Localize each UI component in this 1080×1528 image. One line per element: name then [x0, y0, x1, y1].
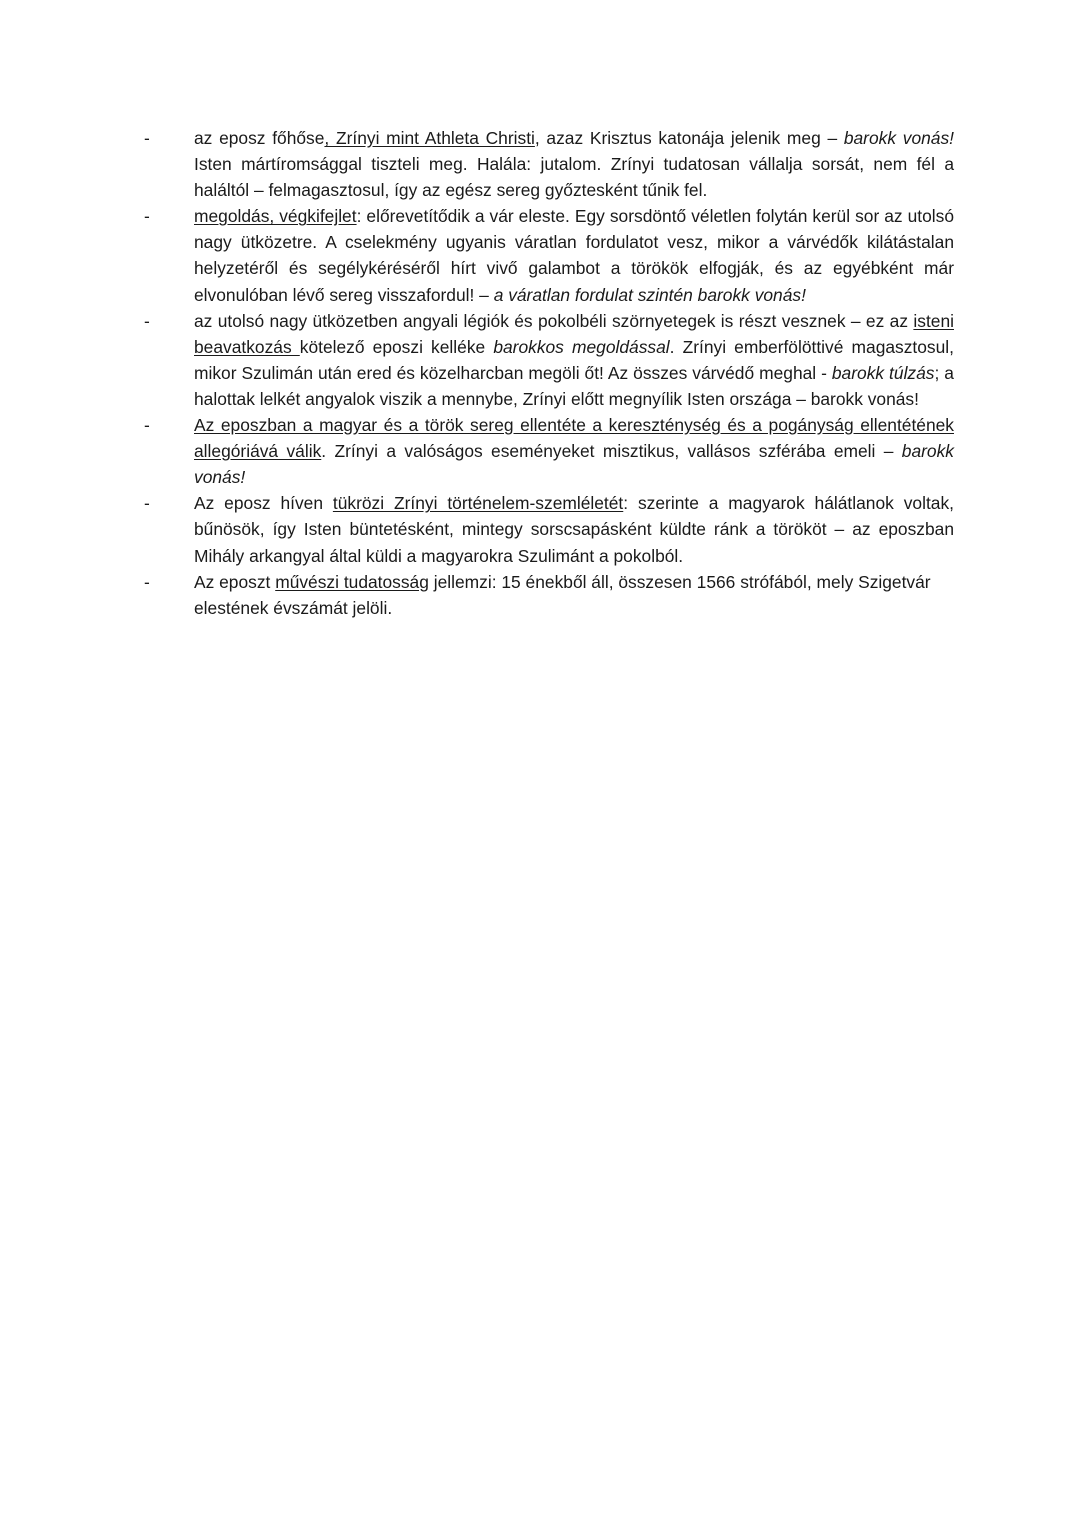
- text-segment: Az eposzt: [194, 571, 276, 592]
- list-item: [0, 203, 1080, 307]
- text-segment: ; a halottak lelkét angyalok viszik a mennybe, Zrínyi előtt megnyílik Isten országa – barokk vonás!: [194, 362, 954, 409]
- bullet-dash: -: [144, 310, 150, 331]
- list-item-text: [194, 415, 954, 487]
- list-item: [0, 125, 1080, 203]
- text-segment: : szerinte a magyarok hálátlanok voltak, bűnösök, így Isten büntetésként, mintegy sorscsapásként küldte ránk a törököt – az eposzban Mihály arkangyal által küldi a magyarokra Szulimánt a pokolból.: [194, 493, 954, 566]
- list-item-text: [194, 311, 954, 409]
- italic-segment: a váratlan fordulat szintén barokk vonás!: [493, 284, 806, 305]
- text-segment: az eposz főhőse: [194, 128, 325, 148]
- bullet-list: [0, 125, 1080, 621]
- text-segment: , azaz Krisztus katonája jelenik meg –: [534, 128, 844, 148]
- italic-segment: barokk vonás!: [843, 128, 954, 148]
- text-segment: az utolsó nagy ütközetben angyali légiók és pokolbéli szörnyetegek is részt vesznek – ez az: [194, 310, 914, 331]
- underlined-segment: , Zrínyi mint Athleta Christi: [324, 128, 535, 148]
- bullet-dash: -: [144, 493, 150, 514]
- list-item: [0, 308, 1080, 412]
- text-segment: . Zrínyi a valóságos eseményeket misztikus, vallásos szférába emeli –: [321, 441, 902, 462]
- italic-segment: barokkos megoldással: [493, 336, 670, 357]
- underlined-segment: művészi tudatosság: [275, 571, 429, 592]
- list-item-text: [194, 128, 954, 200]
- italic-segment: barokk vonás!: [194, 441, 954, 488]
- bullet-dash: -: [144, 128, 150, 148]
- underlined-segment: megoldás, végkifejlet: [194, 206, 357, 227]
- bullet-dash: -: [144, 571, 150, 592]
- bullet-dash: -: [144, 415, 150, 436]
- list-item: [0, 412, 1080, 490]
- text-segment: . Zrínyi emberfölöttivé magasztosul, mikor Szulimán után ered és közelharcban megöli őt! Az összes várvédő meghal -: [194, 336, 954, 383]
- underlined-segment: Az eposzban a magyar és a török sereg ellentéte a kereszténység és a pogányság ellentétének allegóriává válik: [194, 415, 954, 462]
- italic-segment: barokk túlzás: [831, 362, 935, 383]
- list-item: [0, 490, 1080, 568]
- bullet-dash: -: [144, 206, 150, 227]
- text-segment: jellemzi: 15 énekből áll, összesen 1566 strófából, mely Szigetvár elestének évszámát jelöli.: [194, 571, 931, 618]
- underlined-segment: isteni beavatkozás: [194, 310, 954, 357]
- list-item-text: [194, 493, 954, 565]
- text-segment: kötelező eposzi kelléke: [299, 336, 494, 357]
- text-segment: : előrevetítődik a vár eleste. Egy sorsdöntő véletlen folytán kerül sor az utolsó nagy ütközetre. A cselekmény ugyanis váratlan fordulatot vesz, mikor a várvédők kilátástalan helyzetéről és segélykéréséről hírt vivő galambot a törökök elfogják, és az egyébként már elvonulóban lévő sereg visszafordul! –: [194, 206, 954, 305]
- underlined-segment: tükrözi Zrínyi történelem-szemléletét: [332, 493, 624, 514]
- list-item-text: [194, 206, 954, 304]
- list-item-text: [194, 572, 931, 618]
- list-item: [0, 569, 1080, 621]
- text-segment: Az eposz híven: [194, 493, 333, 514]
- text-segment: Isten mártíromsággal tiszteli meg. Halála: jutalom. Zrínyi tudatosan vállalja sorsát, nem fél a haláltól – felmagasztosul, így az egész sereg győztesként tűnik fel.: [194, 154, 954, 201]
